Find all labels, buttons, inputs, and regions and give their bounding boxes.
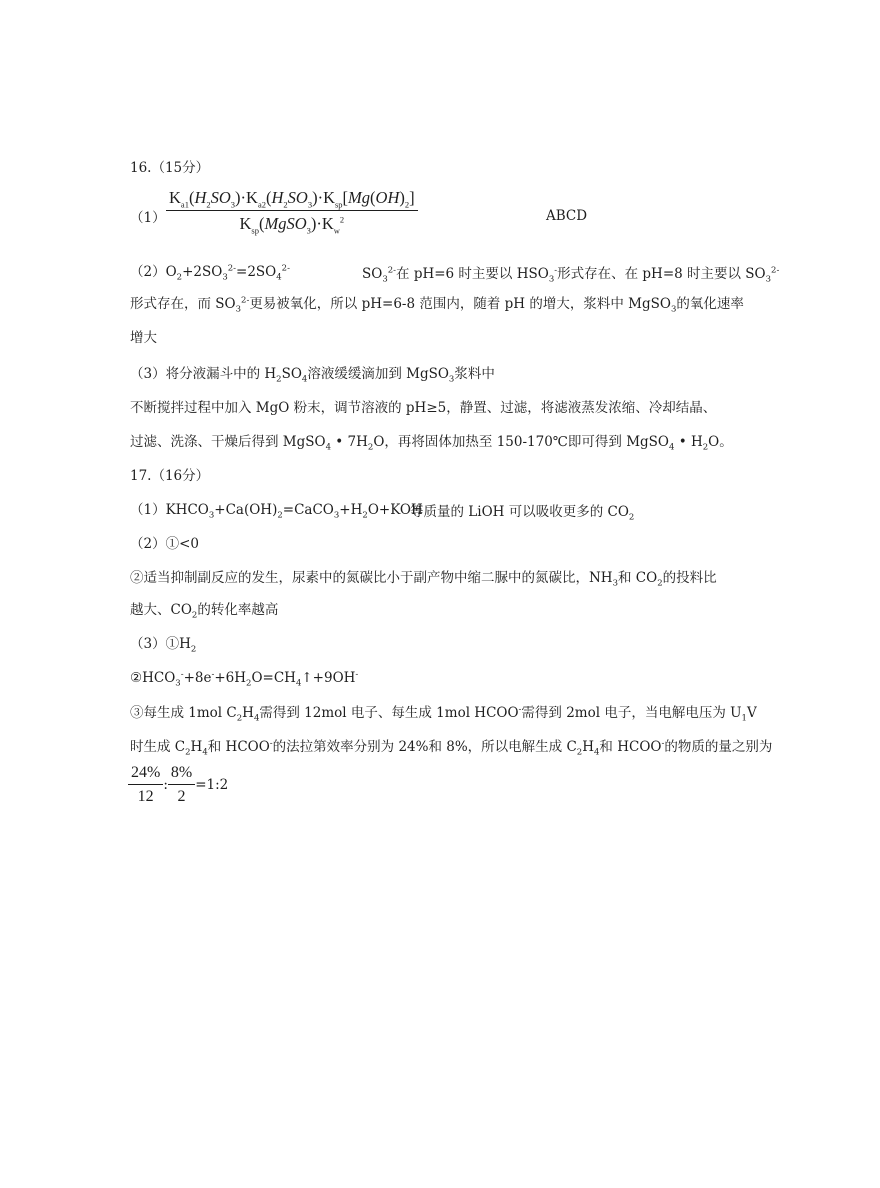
q16-header: 16.（15分） bbox=[130, 160, 210, 176]
ratio-colon: : bbox=[163, 777, 168, 793]
q16-part1-answer: ABCD bbox=[546, 208, 588, 224]
q16-part2: $(2)O_2+2SO_3^{2-}=2SO_4^{2-}$ bbox=[130, 263, 290, 283]
q17-part2-answer2-line1: ②适当抑制副反应的发生，尿素中的氮碳比小于副产物中缩二脲中的氮碳比，$NH_3$和 $CO_2$的投料比 bbox=[130, 570, 717, 589]
q17-part3-answer1: $(3)①H_2$ bbox=[130, 636, 197, 655]
q16-part2-explain-2: 形式存在，而 $SO_3^{2-}$更易被氧化，所以 pH=6-8 范围内，随着 pH 的增大，浆料中 MgSO$_3$的氧化速率 bbox=[130, 295, 744, 315]
q17-part1-explain: 等质量的 LiOH 可以吸收更多的 $CO_2$ bbox=[410, 504, 635, 523]
q17-part3-answer3-line2: 时生成 $C_2H_4$和 HCOO-的法拉第效率分别为 24%和 8%，所以电解生成 $C_2H_4$和 HCOO-的物质的量之别为 bbox=[130, 738, 773, 758]
q17-part3-answer3-line1: ③每生成 1mol $C_2H_4$需得到 12mol 电子、每生成 1mol HCOO-需得到 2mol 电子，当电解电压为 $U_1V$ bbox=[130, 704, 757, 724]
q17-header: 17.（16分） bbox=[130, 468, 210, 484]
q16-part1-label: （1） bbox=[130, 210, 166, 226]
q16-part1-denominator: $K_{sp}(MgSO_3)\cdot K_w^2$ bbox=[239, 214, 345, 236]
q17-part1-equation: $(1)KHCO_3+Ca(OH)_2=CaCO_3+H_2O+KOH$ bbox=[130, 502, 423, 521]
q16-part2-equation: $O_2+2SO_3^{2-}=2SO_4^{2-}$ bbox=[165, 263, 290, 283]
q17-part2-answer1: （2）①<0 bbox=[130, 536, 199, 552]
q17-part3-ratio bbox=[128, 764, 228, 806]
q17-part2-answer2-line2: 越大、$CO_2$的转化率越高 bbox=[130, 602, 279, 621]
q16-part3-line2: 不断搅拌过程中加入 MgO 粉末，调节溶液的 pH≥5，静置、过滤，将滤液蒸发浓缩、冷却结晶、 bbox=[130, 400, 717, 416]
q16-part2-explain-3: 增大 bbox=[130, 330, 157, 346]
q16-part1-fraction bbox=[166, 188, 418, 234]
ratio-result: =1:2 bbox=[195, 777, 229, 793]
q16-part1-numerator: $K_{a1}(H_2SO_3)\cdot K_{a2}(H_2SO_3)\cdot K_{sp}[Mg(OH)_2]$ bbox=[166, 188, 418, 211]
q17-part3-answer2: $②HCO_3^-+8e^-+6H_2O=CH_4↑+9OH^-$ bbox=[130, 669, 359, 689]
fraction-8-over-2: $\frac{8\%}{2}$ bbox=[168, 764, 195, 806]
q16-part2-explain-1: $SO_3^{2-}$在 pH=6 时主要以 $HSO_3^-$形式存在、在 pH=8 时主要以 $SO_3^{2-}$ bbox=[362, 265, 780, 285]
q16-part3-line3: 过滤、洗涤、干燥后得到 MgSO$_4$ • $7H_2O$，再将固体加热至 150-170℃即可得到 MgSO$_4$ • $H_2O$。 bbox=[130, 434, 733, 453]
q16-part3-line1: （3）将分液漏斗中的 $H_2SO_4$溶液缓缓滴加到 MgSO$_3$浆料中 bbox=[130, 366, 495, 385]
fraction-24-over-12: $\frac{24\%}{12}$ bbox=[128, 764, 163, 806]
